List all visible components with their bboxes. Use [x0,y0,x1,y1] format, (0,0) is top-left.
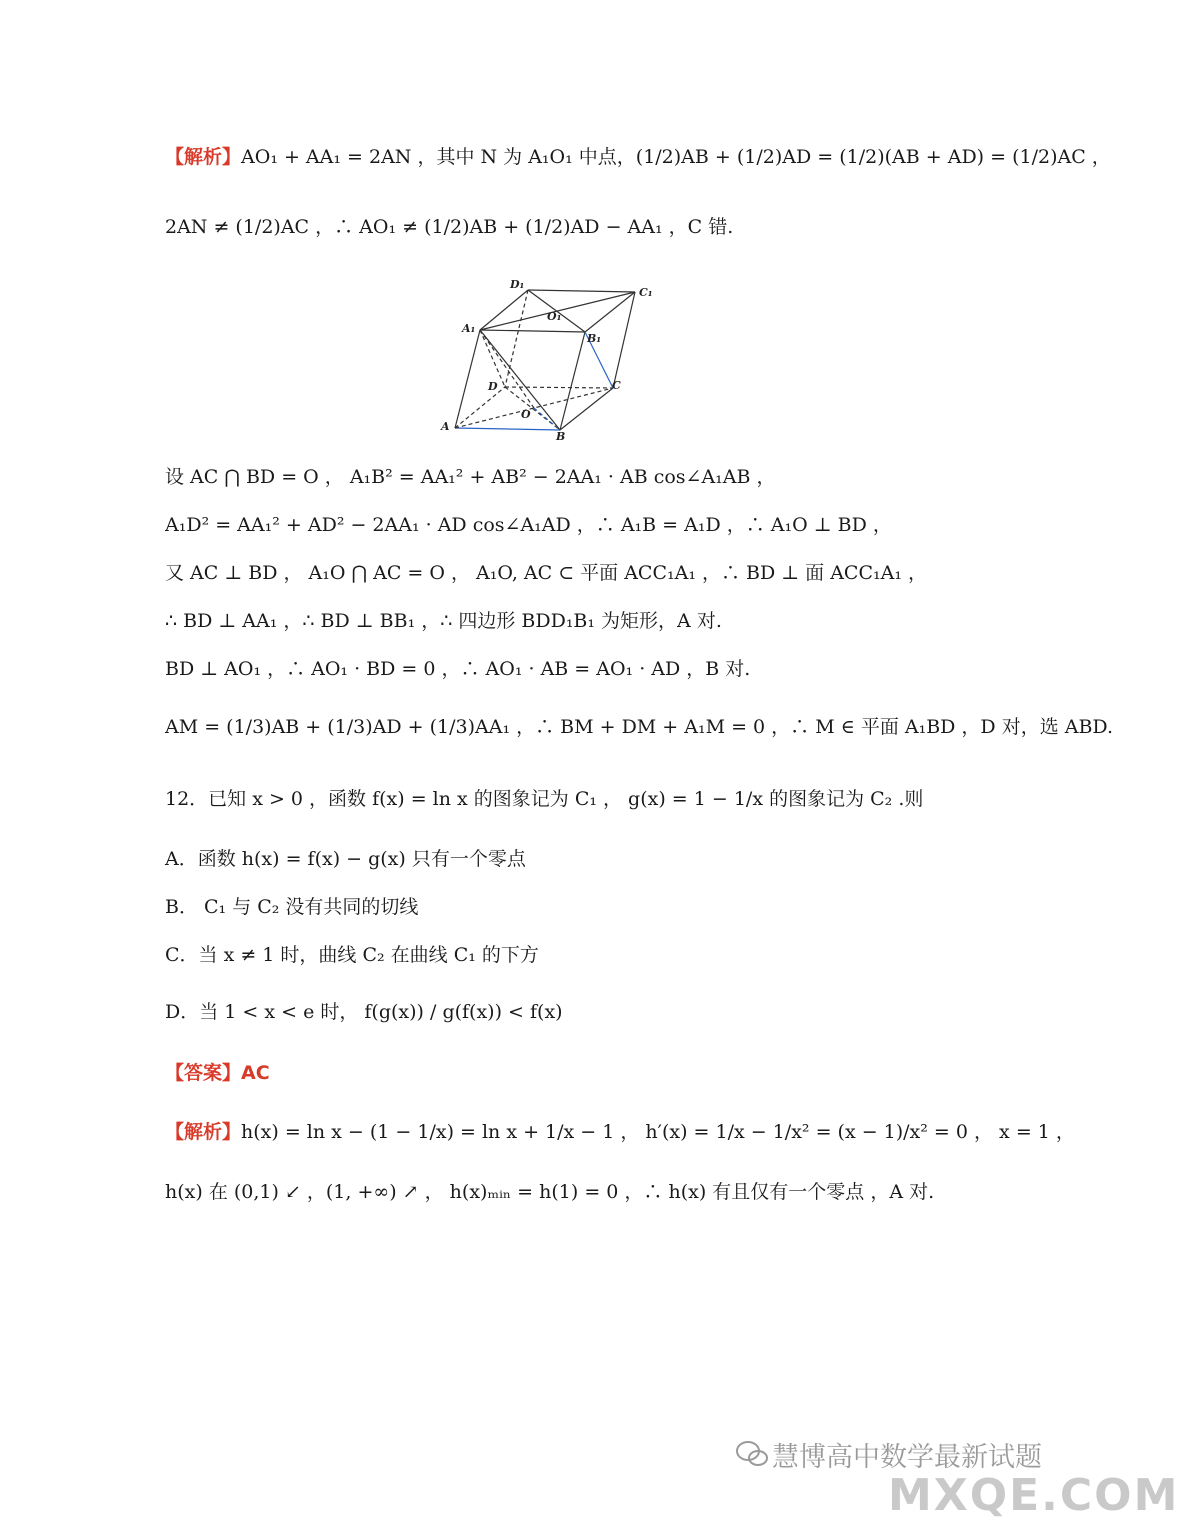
edge-AA1 [455,330,480,428]
q11-analysis-line-8: AM = (1/3)AB + (1/3)AD + (1/3)AA₁ ，∴ BM + DM + A₁M = 0 ，∴ M ∈ 平面 A₁BD ，D 对，选 ABD. [165,716,1114,738]
seg-A1D [480,330,505,387]
q12-analysis-line-2: h(x) 在 (0,1) ↙ ，(1, +∞) ↗ ， h(x)ₘᵢₙ = h(1) = 0 ，∴ h(x) 有且仅有一个零点 ，A 对. [165,1181,935,1203]
watermark-site: MXQE.COM [888,1470,1179,1521]
edge-AB [455,428,560,430]
edge-DD1 [505,290,528,387]
label-O: O [521,408,531,421]
parallelepiped-figure [435,270,665,445]
seg-A1O [480,330,534,408]
q12-answer [165,1061,270,1085]
label-C1: C₁ [639,286,653,299]
q12-option-c: C．当 x ≠ 1 时，曲线 C₂ 在曲线 C₁ 的下方 [165,944,539,966]
label-O1: O₁ [547,310,562,323]
answer-tag: 【答案】 [165,1062,242,1084]
q11-analysis-line-5: 又 AC ⊥ BD ， A₁O ⋂ AC = O ， A₁O, AC ⊂ 平面 ACC₁A₁ ，∴ BD ⊥ 面 ACC₁A₁ ， [165,562,927,584]
q12-option-d: D．当 1 < x < e 时， f(g(x)) / g(f(x)) < f(x) [165,1001,563,1023]
label-A1: A₁ [462,322,476,335]
label-D: D [488,380,498,393]
edge-D1C1 [528,290,635,292]
answer-value: AC [241,1062,270,1084]
seg-OB [534,408,560,430]
analysis-tag: 【解析】 [165,146,242,168]
analysis-tag: 【解析】 [165,1121,242,1143]
label-B: B [556,430,566,443]
watermark-text: 慧博高中数学最新试题 [772,1442,1042,1473]
edge-A1B1 [480,330,585,332]
q11-analysis-line-1 [165,145,1111,169]
q11-analysis-line-6: ∴ BD ⊥ AA₁ ，∴ BD ⊥ BB₁ ，∴ 四边形 BDD₁B₁ 为矩形，A 对. [165,610,722,632]
label-C: C [612,379,621,392]
label-A: A [441,420,450,433]
edge-DC [505,387,613,388]
analysis-text: h(x) = ln x − (1 − 1/x) = ln x + 1/x − 1 ， h′(x) = 1/x − 1/x² = (x − 1)/x² = 0 ， x = 1 ， [241,1121,1075,1143]
q12-stem: 12．已知 x > 0 ，函数 f(x) = ln x 的图象记为 C₁ ， g(x) = 1 − 1/x 的图象记为 C₂ .则 [165,788,924,810]
q11-analysis-line-3: 设 AC ⋂ BD = O ， A₁B² = AA₁² + AB² − 2AA₁ · AB cos∠A₁AB ， [165,466,776,488]
label-B1: B₁ [587,332,602,345]
q12-option-a: A．函数 h(x) = f(x) − g(x) 只有一个零点 [165,848,526,870]
q11-analysis-line-7: BD ⊥ AO₁ ，∴ AO₁ · BD = 0 ，∴ AO₁ · AB = AO₁ · AD ，B 对. [165,658,751,680]
q12-analysis-line-1 [165,1120,1075,1144]
q11-analysis-line-4: A₁D² = AA₁² + AD² − 2AA₁ · AD cos∠A₁AD ，∴ A₁B = A₁D ，∴ A₁O ⊥ BD ， [165,514,892,536]
q12-option-b: B． C₁ 与 C₂ 没有共同的切线 [165,896,419,918]
label-D1: D₁ [510,278,525,291]
edge-BB1 [560,332,585,430]
edge-AD [455,387,505,428]
wechat-icon [735,1439,769,1469]
analysis-text: AO₁ + AA₁ = 2AN ，其中 N 为 A₁O₁ 中点，(1/2)AB + (1/2)AD = (1/2)(AB + AD) = (1/2)AC ， [241,146,1111,168]
q11-analysis-line-2: 2AN ≠ (1/2)AC ，∴ AO₁ ≠ (1/2)AB + (1/2)AD − AA₁ ，C 错. [165,216,734,238]
